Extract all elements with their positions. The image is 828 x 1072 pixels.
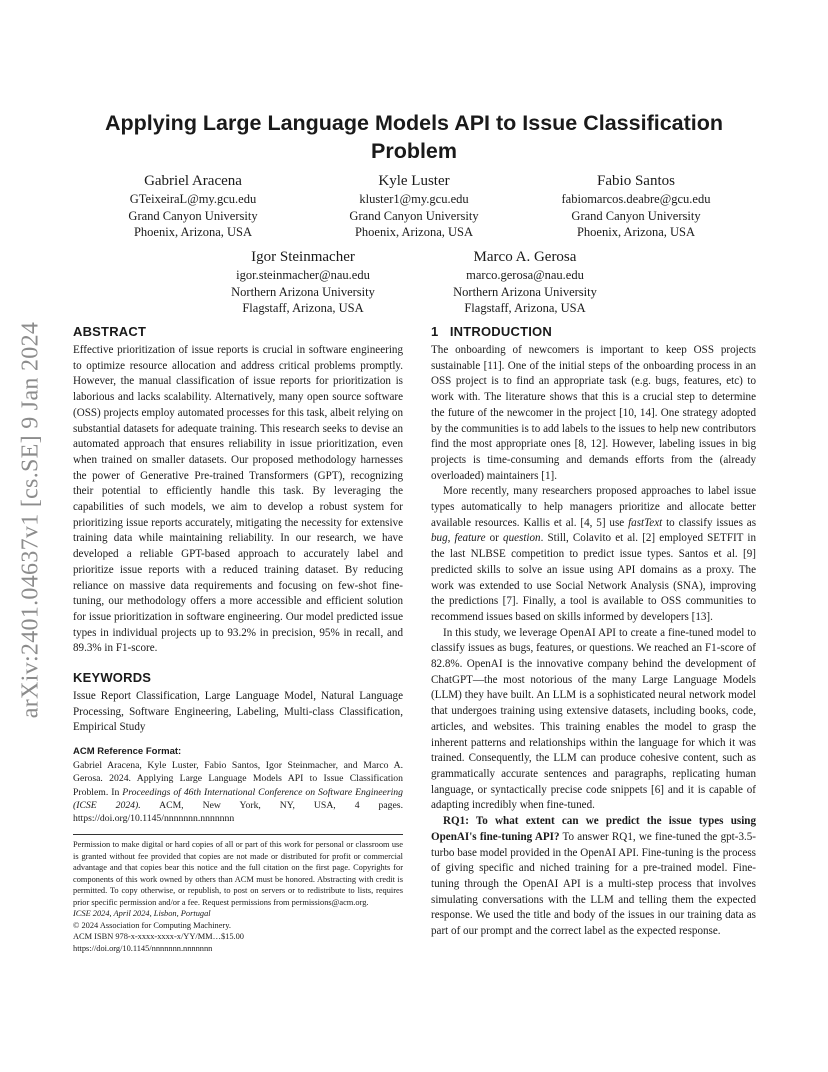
author-email: GTeixeiraL@my.gcu.edu [129, 192, 257, 206]
author-name: Kyle Luster [378, 173, 450, 189]
author-name: Igor Steinmacher [251, 249, 355, 265]
arxiv-sidebar-stamp [6, 305, 56, 735]
intro-paragraph-2 [431, 484, 756, 625]
copyright-line: © 2024 Association for Computing Machinery. [73, 920, 231, 930]
right-column [431, 324, 756, 940]
intro-p2-text: , [447, 532, 455, 545]
author-location: Phoenix, Arizona, USA [354, 225, 474, 239]
intro-p2-text: or [485, 532, 504, 545]
author-affiliation: Grand Canyon University [349, 208, 479, 223]
author-email: fabiomarcos.deabre@gcu.edu [561, 192, 711, 206]
author-email: marco.gerosa@nau.edu [466, 268, 584, 282]
abstract-text: Effective prioritization of issue reports is crucial in software engineering to optimize resource allocation and address critical problems promptly. However, the manual classification of issue reports for prioritization is laborious and lacks scalability. Alternatively, many open source software (OSS) projects employ automated processes for this task, albeit relying on substantial datasets for adequate training. This research seeks to devise an automated approach that ensures reliability in issue prioritization, even when trained on smaller datasets. Our proposed methodology harnesses the power of Generative Pre-trained Transformers (GPT), recognizing their potential to efficiently handle this task. By leveraging the capabilities of such models, we aim to develop a robust system for prioritizing issue reports accurately, mitigating the necessity for extensive training data while maintaining reliability. In our research, we have developed a reliable GPT-based approach to accurately label and prioritize issue reports with a reduced training dataset. By reducing reliance on massive data requirements and focusing on few-shot fine-tuning, our methodology offers a more accessible and efficient solution for issue prioritization in software engineering. Our model predicted issue types in individual projects up to 93.2% in precision, 95% in recall, and 89.3% in F1-score. [73, 344, 403, 655]
author-block-1 [78, 171, 308, 241]
acm-reference-text [73, 759, 403, 825]
intro-paragraph-1: The onboarding of newcomers is important to keep OSS projects sustainable [11]. One of the initial steps of the onboarding process in an OSS project is to find an appropriate task (e.g. bugs, features, etc) to work with. The literature shows that this is a crucial step to determine the future of the newcomer in the project [10, 14]. One strategy adopted by the communities is to add labels to the issues to help new contributors find the most appropriate ones [8, 12]. However, labeling issues in big projects is time-consuming and demands efforts from the (already overloaded) maintainers [1]. [431, 344, 756, 482]
abstract-heading: ABSTRACT [73, 324, 147, 339]
arxiv-id: arXiv:2401.04637v1 [cs.SE] 9 Jan 2024 [17, 321, 44, 719]
author-location: Phoenix, Arizona, USA [133, 225, 253, 239]
acm-reference-heading: ACM Reference Format: [73, 746, 182, 758]
author-block-4 [188, 247, 418, 317]
author-affiliation: Northern Arizona University [231, 284, 375, 299]
keywords-text: Issue Report Classification, Large Language Model, Natural Language Processing, Software Engineering, Labeling, Multi-class Classification, Empirical Study [73, 690, 403, 734]
permission-text: Permission to make digital or hard copies of all or part of this work for personal or classroom use is granted without fee provided that copies are not made or distributed for profit or commercial advantage and that copies bear this notice and the full citation on the first page. Copyrights for components of this work owned by others than ACM must be honored. Abstracting with credit is permitted. To copy otherwise, or republish, to post on servers or to redistribute to lists, requires prior specific permission and/or a fee. Request permissions from permissions@acm.org. [73, 840, 403, 907]
acm-reference-doi: ACM, New York, NY, USA, 4 pages. https://doi.org/10.1145/nnnnnnn.nnnnnnn [73, 799, 403, 824]
fasttext-term: fastText [628, 516, 663, 529]
acm-reference-authors: Gabriel Aracena, Kyle Luster, Fabio Santos, Igor Steinmacher, and Marco A. Gerosa. 2024. Applying Large Language Models API to Issue Classification Problem. In [73, 760, 403, 798]
introduction-heading: 1 INTRODUCTION [431, 324, 552, 339]
paper-title: Applying Large Language Models API to Issue Classification Problem [104, 111, 724, 163]
author-block-2 [299, 171, 529, 241]
conference-line: ICSE 2024, April 2024, Lisbon, Portugal [73, 909, 211, 918]
isbn-line: ACM ISBN 978-x-xxxx-xxxx-x/YY/MM…$15.00 [73, 932, 244, 941]
author-email: igor.steinmacher@nau.edu [236, 268, 370, 282]
acm-reference-venue: Proceedings of 46th International Conference on Software Engineering (ICSE 2024). [73, 786, 403, 811]
keywords-heading: KEYWORDS [73, 670, 152, 686]
author-affiliation: Grand Canyon University [571, 208, 701, 223]
author-location: Phoenix, Arizona, USA [576, 225, 696, 239]
intro-p2-text: More recently, many researchers proposed approaches to label issue types automatically to help managers prioritize and allocate better available resources. Kallis et al. [4, 5] use [431, 485, 756, 529]
rq1-label: RQ1: To what extent can we predict the issue types using OpenAI's fine-tuning API? [431, 815, 756, 843]
intro-paragraph-3: In this study, we leverage OpenAI API to create a fine-tuned model to classify issues as bugs, features, or questions. We reached an F1-score of 82.8%. OpenAI is the innovative company behind the development of ChatGPT—the most notorious of the many Large Language Models (LLM) they have built. An LLM is a sophisticated neural network model that undergoes training using extensive datasets, including books, code, articles, and websites. This training enables the model to grasp the inherent patterns and relationships within the language for which it was trained. Consequently, the LLM can produce cohesive content, such as grammatically accurate sentences and paragraphs, replicating human language, or syntactically precise code snippets [6] and it is capable of adapting incredibly when fine-tuned. [431, 626, 756, 812]
doi-line: https://doi.org/10.1145/nnnnnnn.nnnnnnn [73, 943, 213, 953]
acm-reference [73, 746, 403, 825]
author-location: Flagstaff, Arizona, USA [464, 301, 586, 315]
author-block-3 [521, 171, 751, 241]
author-block-5 [410, 247, 640, 317]
left-column [73, 324, 403, 825]
author-name: Gabriel Aracena [144, 173, 242, 189]
question-term: question [503, 532, 541, 545]
feature-term: feature [454, 532, 486, 545]
intro-p2-text: . Still, Colavito et al. [2] employed SETFIT in the last NLBSE competition to predict issue types. Santos et al. [9] predicted skills to solve an issue using API domains as a proxy. The work was extended to use Social Network Analysis (SNA), improving the predictions [7]. Finally, a tool is available to OSS communities to recommend issues based on skills informed by developers [13]. [431, 532, 756, 623]
intro-p2-text: to classify issues as [662, 516, 757, 529]
bug-term: bug [431, 532, 448, 545]
author-affiliation: Grand Canyon University [128, 208, 258, 223]
author-email: kluster1@my.gcu.edu [359, 192, 469, 206]
author-location: Flagstaff, Arizona, USA [242, 301, 364, 315]
intro-paragraph-4 [431, 814, 756, 940]
author-affiliation: Northern Arizona University [453, 284, 597, 299]
rq1-answer: To answer RQ1, we fine-tuned the gpt-3.5-turbo base model provided in the OpenAI API. Fine-tuning is the process of giving specific and niched training for a pre-trained model. Fine-tuning through the OpenAI API is a multi-step process that involves simulating conversations with the LLM and telling them the expected response. We used the title and body of the issues in our training data as part of our prompt and the correct label as the expected response. [431, 830, 757, 938]
author-name: Fabio Santos [597, 173, 675, 189]
author-name: Marco A. Gerosa [473, 249, 577, 265]
permission-footnote [73, 834, 403, 954]
